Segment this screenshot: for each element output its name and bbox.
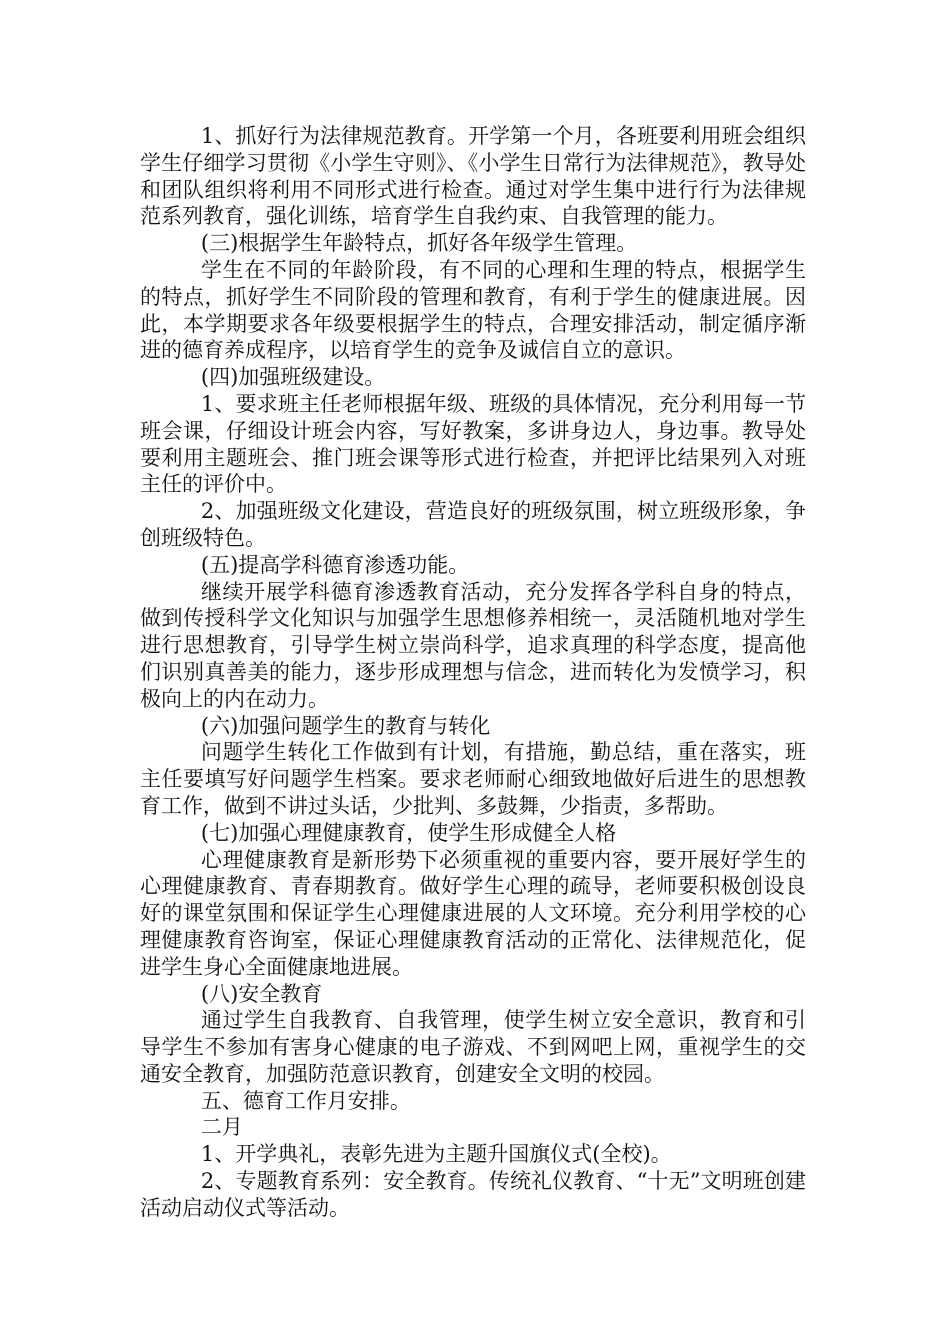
month-heading-february: 二月 <box>200 1115 243 1140</box>
paragraph-safety: 通过学生自我教育、自我管理，使学生树立安全意识，教育和引导学生不参加有害身心健康的电子游戏、不到网吧上网，重视学生的交通安全教育，加强防范意识教育，创建安全文明的校园。 <box>140 1008 806 1086</box>
section-heading-5: (五)提高学科德育渗透功能。 <box>200 552 470 577</box>
section-heading-7: (七)加强心理健康教育，使学生形成健全人格 <box>200 820 617 845</box>
paragraph-age-characteristics: 学生在不同的年龄阶段，有不同的心理和生理的特点，根据学生的特点，抓好学生不同阶段的管理和教育，有利于学生的健康进展。因此，本学期要求各年级要根据学生的特点，合理安排活动，制定循序渐进的德育养成程序，以培育学生的竞争及诚信自立的意识。 <box>140 257 806 363</box>
paragraph-mental-health: 心理健康教育是新形势下必须重视的重要内容，要开展好学生的心理健康教育、青春期教育。做好学生心理的疏导，老师要积极创设良好的课堂氛围和保证学生心理健康进展的人文环境。充分利用学校的心理健康教育咨询室，保证心理健康教育活动的正常化、法律规范化，促进学生身心全面健康地进展。 <box>140 847 806 979</box>
paragraph-problem-students: 问题学生转化工作做到有计划，有措施，勤总结，重在落实，班主任要填写好问题学生档案。要求老师耐心细致地做好后进生的思想教育工作，做到不讲过头话，少批判、多鼓舞，少指责，多帮助。 <box>140 740 806 818</box>
section-heading-3: (三)根据学生年龄特点，抓好各年级学生管理。 <box>200 231 638 256</box>
paragraph-behavior-norms: 1、抓好行为法律规范教育。开学第一个月，各班要利用班会组织学生仔细学习贯彻《小学生守则》、《小学生日常行为法律规范》，教导处和团队组织将利用不同形式进行检查。通过对学生集中进行行为法律规范系列教育，强化训练，培育学生自我约束、自我管理的能力。 <box>140 124 806 229</box>
section-heading-6: (六)加强问题学生的教育与转化 <box>200 713 491 738</box>
paragraph-class-culture: 2、加强班级文化建设，营造良好的班级氛围，树立班级形象，争创班级特色。 <box>140 499 806 550</box>
paragraph-class-meeting: 1、要求班主任老师根据年级、班级的具体情况，充分利用每一节班会课，仔细设计班会内容，写好教案，多讲身边人，身边事。教导处要利用主题班会、推门班会课等形式进行检查，并把评比结果列入对班主任的评价中。 <box>140 391 806 497</box>
paragraph-special-education: 2、专题教育系列：安全教育。传统礼仪教育、“十无”文明班创建活动启动仪式等活动。 <box>140 1169 806 1220</box>
section-heading-4: (四)加强班级建设。 <box>200 365 386 390</box>
document-page <box>140 123 806 1222</box>
section-heading-monthly-plan: 五、德育工作月安排。 <box>200 1088 411 1113</box>
paragraph-subject-moral: 继续开展学科德育渗透教育活动，充分发挥各学科自身的特点，做到传授科学文化知识与加强学生思想修养相统一，灵活随机地对学生进行思想教育，引导学生树立崇尚科学，追求真理的科学态度，提高他们识别真善美的能力，逐步形成理想与信念，进而转化为发愤学习，积极向上的内在动力。 <box>140 579 806 711</box>
paragraph-opening-ceremony: 1、开学典礼，表彰先进为主题升国旗仪式(全校)。 <box>200 1142 672 1167</box>
section-heading-8: (八)安全教育 <box>200 981 323 1006</box>
